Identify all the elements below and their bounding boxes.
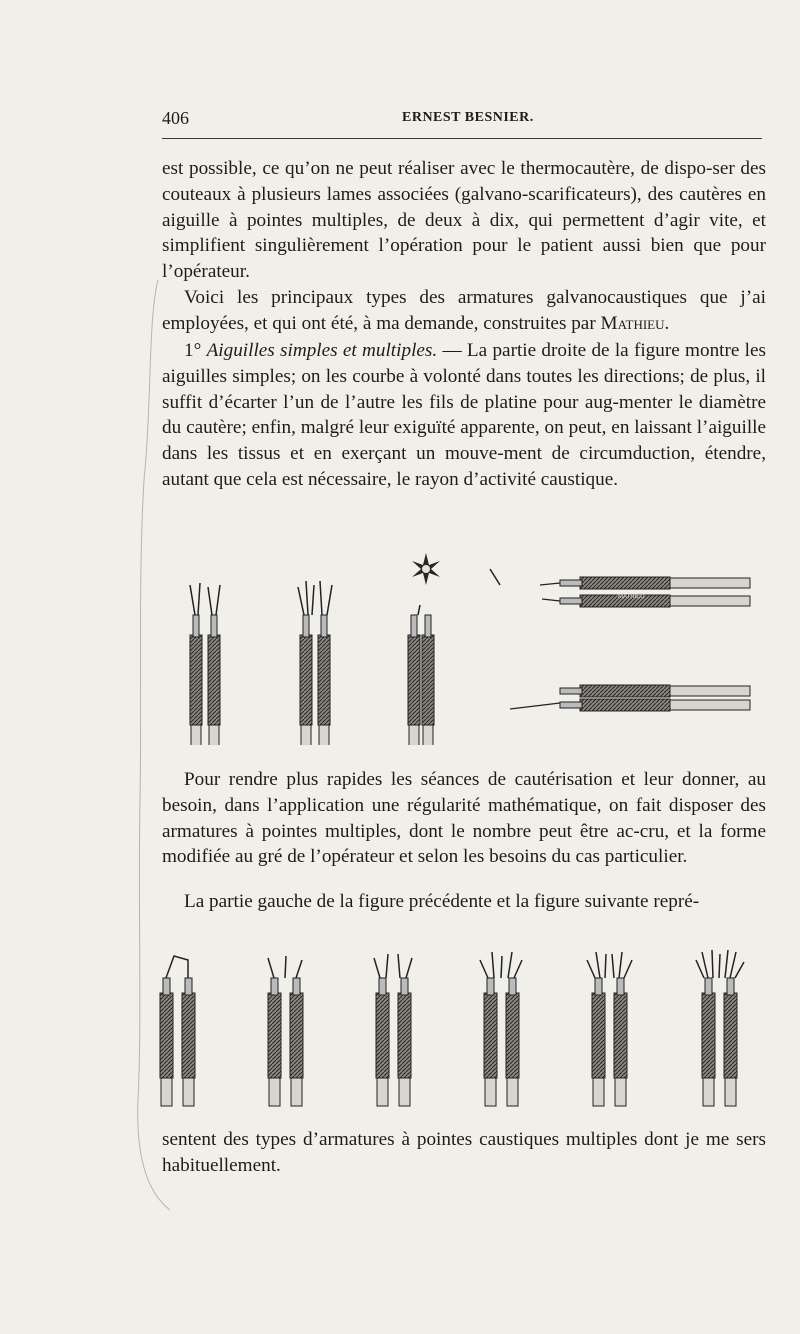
page-header — [162, 108, 762, 132]
section-number: 1° — [184, 340, 202, 361]
figure-multipoint-cauteries — [150, 940, 770, 1110]
cautery-vertical-1 — [190, 583, 220, 745]
maker-mark: MATHIEU — [618, 594, 645, 600]
paragraph-closing: sentent des types d’armatures à pointes caustiques multiples dont je me sers habituellement. — [162, 1129, 766, 1176]
paragraph-armatures-text: Voici les principaux types des armatures galvanocaustiques que j’ai employées, et qui ont été, à ma demande, construites par — [162, 287, 766, 334]
paragraph-aiguilles — [162, 338, 766, 493]
cautery-horizontal-2 — [510, 685, 750, 711]
cautery-3-points — [268, 956, 303, 1106]
figure-needle-cauteries — [160, 545, 760, 745]
paragraph-armatures-intro — [162, 285, 766, 337]
header-rule — [162, 138, 762, 139]
margin-pencil-line — [130, 280, 170, 1220]
paragraph-figure-ref: La partie gauche de la figure précédente et la figure suivante repré- — [184, 891, 700, 912]
cautery-6-points — [587, 952, 632, 1106]
cautery-7-points — [696, 950, 744, 1106]
paragraph-multiple-points: Pour rendre plus rapides les séances de cautérisation et leur donner, au besoin, dans l’application une régularité mathématique, on fait disposer des armatures à pointes multiples, dont le nombre peut être ac-cru, et la forme modifiée au gré de l’opérateur et selon les besoins du cas particulier. — [162, 769, 766, 868]
cautery-horizontal-1 — [540, 577, 750, 607]
cautery-4-points — [374, 954, 412, 1106]
cautery-5-points — [480, 952, 522, 1106]
section-title: Aiguilles simples et multiples. — [206, 340, 438, 361]
cautery-vertical-single — [408, 605, 434, 745]
cautery-vertical-2 — [298, 581, 332, 745]
paragraph-continuation: est possible, ce qu’on ne peut réaliser avec le thermocautère, de dispo-ser des couteaux à plusieurs lames associées (galvano-scarificateurs), des cautères en aiguille à pointes multiples, de deux à dix, qui permettent d’agir vite, et simplifient singulièrement l’opération pour le patient aussi bien que pour l’opérateur. — [162, 158, 766, 283]
running-head: ERNEST BESNIER. — [402, 110, 534, 125]
section-text: — La partie droite de la figure montre les aiguilles simples; on les courbe à volonté dans toutes les directions; de plus, il suffit d’écarter l’un de l’autre les fils de platine pour aug-menter le diamètre du cautère; enfin, malgré leur exiguïté apparente, on peut, en laissant l’aiguille dans les tissus et en exerçant un mouve-ment de circumduction, étendre, autant que cela est nécessaire, le rayon d’activité caustique. — [162, 340, 767, 490]
star-icon — [412, 553, 440, 585]
maker-name: Mathieu. — [600, 312, 670, 334]
page-number: 406 — [162, 108, 189, 128]
